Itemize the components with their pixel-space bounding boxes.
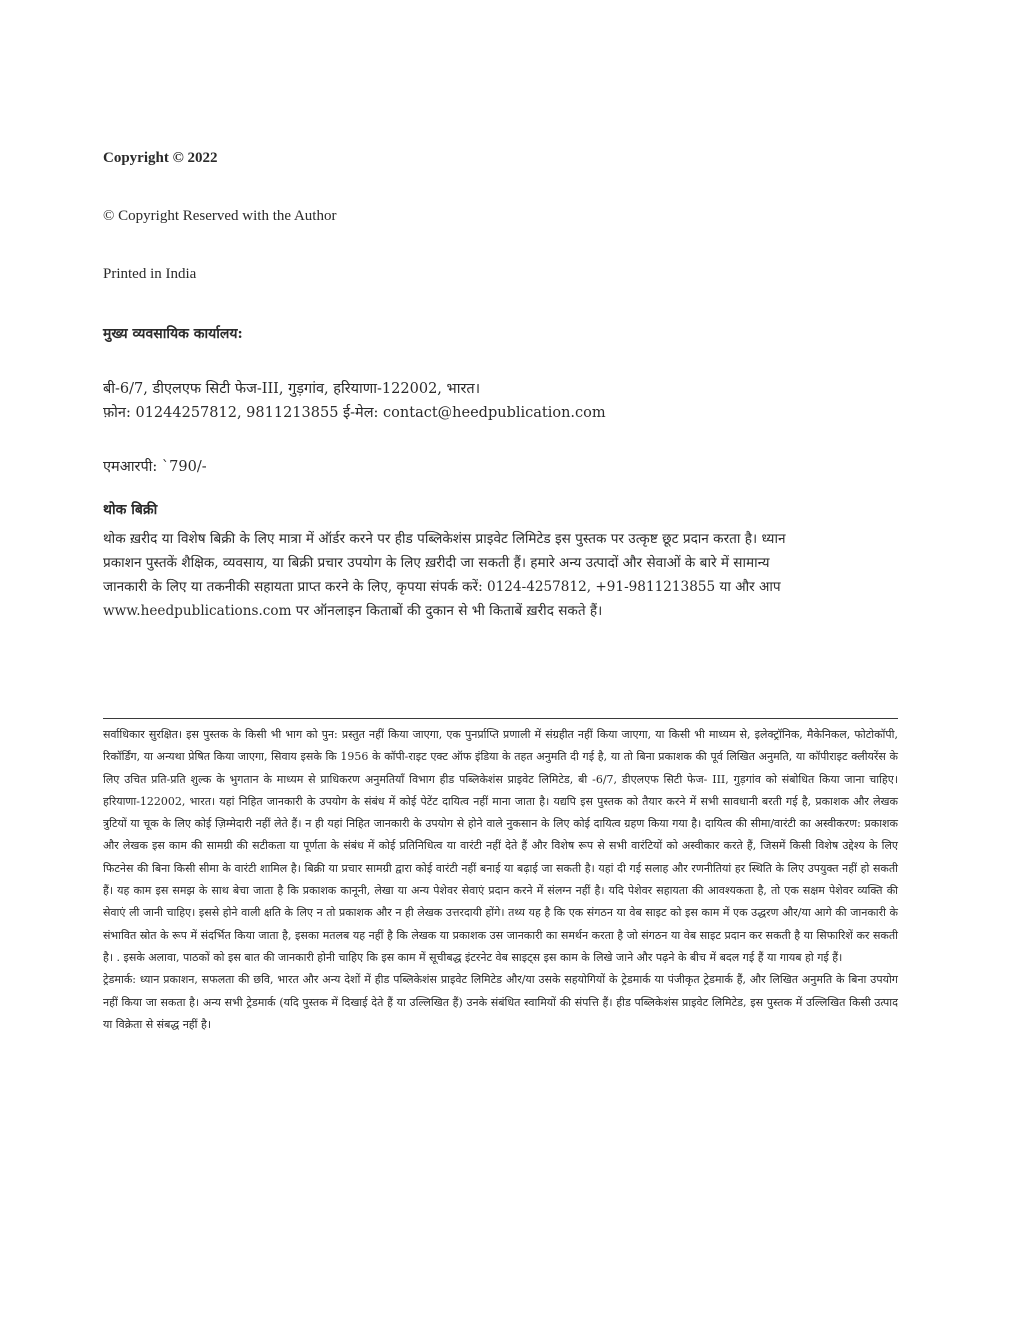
mrp-price: एमआरपी: `790/- xyxy=(103,459,207,475)
section-divider xyxy=(103,718,898,719)
trademark-paragraph: ट्रेडमार्क: ध्यान प्रकाशन, सफलता की छवि, भारत और अन्य देशों में हीड पब्लिकेशंस प्राइवेट लिमिटेड और/या उसके सहयोगियों के ट्रेडमार्क या पंजीकृत ट्रेडमार्क हैं, और लिखित अनुमति के बिना उपयोग नहीं किया जा सकता है। अन्य सभी ट्रेडमार्क (यदि पुस्तक में दिखाई देते हैं या उल्लिखित हैं) उनके संबंधित स्वामियों की संपत्ति हैं। हीड पब्लिकेशंस प्राइवेट लिमिटेड, इस पुस्तक में उल्लिखित किसी उत्पाद या विक्रेता से संबद्ध नहीं है। xyxy=(103,973,898,1031)
bulk-sales-line: www.heedpublications.com पर ऑनलाइन किताबों की दुकान से भी किताबें ख़रीद सकते हैं। xyxy=(103,603,603,619)
printed-in-notice: Printed in India xyxy=(103,266,197,282)
bulk-sales-paragraph xyxy=(103,527,898,623)
rights-paragraph: सर्वाधिकार सुरक्षित। इस पुस्तक के किसी भी भाग को पुन: प्रस्तुत नहीं किया जाएगा, एक पुनर्प्राप्ति प्रणाली में संग्रहीत नहीं किया जाएगा, या किसी भी माध्यम से, इलेक्ट्रॉनिक, मैकेनिकल, फोटोकॉपी, रिकॉर्डिंग, या अन्यथा प्रेषित किया जाएगा, सिवाय इसके कि 1956 के कॉपी-राइट एक्ट ऑफ इंडिया के तहत अनुमति दी गई है, या तो बिना प्रकाशक की पूर्व लिखित अनुमति, या कॉपीराइट क्लीयरेंस के लिए उचित प्रति-प्रति शुल्क के भुगतान के माध्यम से प्राधिकरण अनुमतियाँ विभाग हीड पब्लिकेशंस प्राइवेट लिमिटेड, बी -6/7, डीएलएफ सिटी फेज- III, गुड़गांव को संबोधित किया जाना चाहिए। हरियाणा-122002, भारत। यहां निहित जानकारी के उपयोग के संबंध में कोई पेटेंट दायित्व नहीं माना जाता है। यद्यपि इस पुस्तक को तैयार करने में सभी सावधानी बरती गई है, प्रकाशक और लेखक त्रुटियों या चूक के लिए कोई ज़िम्मेदारी नहीं लेते हैं। न ही यहां निहित जानकारी के उपयोग से होने वाले नुकसान के लिए कोई दायित्व ग्रहण किया गया है। दायित्व की सीमा/वारंटी का अस्वीकरण: प्रकाशक और लेखक इस काम की सामग्री की सटीकता या पूर्णता के संबंध में कोई प्रतिनिधित्व या वारंटी नहीं देते हैं और विशेष रूप से सभी वारंटियों को अस्वीकार करते हैं, जिसमें किसी विशेष उद्देश्य के लिए फिटनेस की बिना किसी सीमा के वारंटी शामिल है। बिक्री या प्रचार सामग्री द्वारा कोई वारंटी नहीं बनाई या बढ़ाई जा सकती है। यहां दी गई सलाह और रणनीतियां हर स्थिति के लिए उपयुक्त नहीं हो सकती हैं। यह काम इस समझ के साथ बेचा जाता है कि प्रकाशक कानूनी, लेखा या अन्य पेशेवर सेवाएं प्रदान करने में संलग्न नहीं है। यदि पेशेवर सहायता की आवश्यकता है, तो एक सक्षम पेशेवर व्यक्ति की सेवाएं ली जानी चाहिए। इससे होने वाली क्षति के लिए न तो प्रकाशक और न ही लेखक उत्तरदायी होंगे। तथ्य यह है कि एक संगठन या वेब साइट को इस काम में एक उद्धरण और/या आगे की जानकारी के संभावित स्रोत के रूप में संदर्भित किया जाता है, इसका मतलब यह नहीं है कि लेखक या प्रकाशक उस जानकारी का समर्थन करता है जो संगठन या वेब साइट प्रदान कर सकती है या सिफारिशें कर सकती है। . इसके अलावा, पाठकों को इस बात की जानकारी होनी चाहिए कि इस काम में सूचीबद्ध इंटरनेट वेब साइट्स इस काम के लिखे जाने और पढ़ने के बीच में बदल गई हैं या गायब हो गई हैं। xyxy=(103,728,898,964)
rights-reserved-notice: © Copyright Reserved with the Author xyxy=(103,208,337,224)
office-contact: फ़ोन: 01244257812, 9811213855 ई-मेल: contact@heedpublication.com xyxy=(103,405,606,421)
bulk-sales-line: जानकारी के लिए या तकनीकी सहायता प्राप्त करने के लिए, कृपया संपर्क करें: 0124-4257812, +91-9811213855 या और आप xyxy=(103,579,781,595)
bulk-sales-line: थोक ख़रीद या विशेष बिक्री के लिए मात्रा में ऑर्डर करने पर हीड पब्लिकेशंस प्राइवेट लिमिटेड इस पुस्तक पर उत्कृष्ट छूट प्रदान करता है। ध्यान xyxy=(103,531,786,547)
legal-notice xyxy=(103,724,898,1036)
bulk-sales-heading: थोक बिक्री xyxy=(103,502,158,518)
office-address: बी-6/7, डीएलएफ सिटी फेज-III, गुड़गांव, हरियाणा-122002, भारत। xyxy=(103,381,481,397)
bulk-sales-line: प्रकाशन पुस्तकें शैक्षिक, व्यवसाय, या बिक्री प्रचार उपयोग के लिए ख़रीदी जा सकती हैं। हमारे अन्य उत्पादों और सेवाओं के बारे में सामान्य xyxy=(103,555,770,571)
office-heading: मुख्य व्यवसायिक कार्यालय: xyxy=(103,326,243,342)
copyright-notice: Copyright © 2022 xyxy=(103,150,218,166)
